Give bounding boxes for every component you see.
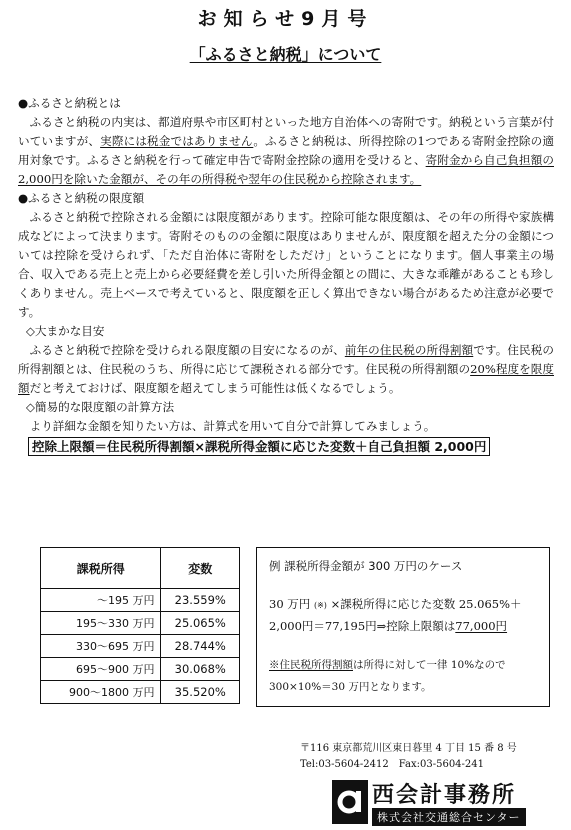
company-name: 株式会社交通総合センター [372, 808, 526, 826]
underlined-text: ※住民税所得割額 [269, 659, 353, 671]
example-result: 77,000円 [455, 619, 508, 633]
rate-cell: 35.520% [161, 681, 240, 704]
text-run: 300×10%＝30 万円となります。 [269, 681, 432, 693]
paragraph-limit: ふるさと納税で控除される金額には限度額があります。控除可能な限度額は、その年の所得や家族構成などによって決まります。寄附そのものの金額に限度はありませんが、限度額を超えた分の金額については控除を受けられず、「ただ自治体に寄附をしただけ」ということになります。個人事業主の場合、収入である売上と売上から必要経費を差し引いた所得金額との間に、大きな乖離があることも珍しくありません。売上ベースで考えていると、限度額を正しく算出できない場合があるため注意が必要です。 [18, 210, 554, 319]
table-header-row [41, 548, 240, 589]
table-row [41, 589, 240, 612]
formula-box: 控除上限額＝住民税所得割額×課税所得金額に応じた変数＋自己負担額 2,000円 [28, 437, 490, 456]
example-title: 例 課税所得金額が 300 万円のケース [269, 559, 463, 573]
footer-contact: Tel:03-5604-2412 Fax:03-5604-241 [300, 759, 485, 770]
footer-address: 〒116 東京都荒川区東日暮里 4 丁目 15 番 8 号 [300, 743, 517, 754]
rate-cell: 30.068% [161, 658, 240, 681]
note-mark: (※) [313, 601, 327, 610]
table-row [41, 612, 240, 635]
subtitle-text: 「ふるさと納税」について [189, 45, 382, 64]
income-cell: 330～695 万円 [41, 635, 161, 658]
office-name: 西会計事務所 [372, 783, 517, 808]
text-run: 。ふるさと納税は、所得控除の1つである寄附金控除の適用対象です。ふるさと納税を行って確定申告で寄附金控除の適用を受けると、 [18, 134, 554, 167]
column-header-rate: 変数 [161, 548, 240, 589]
paragraph-estimate [18, 341, 554, 398]
section-heading-about: ●ふるさと納税とは [18, 96, 121, 110]
underlined-text: 20%程度を限度額 [18, 362, 554, 395]
rate-table [40, 547, 240, 704]
table-row [41, 681, 240, 704]
underlined-text: 寄附金から自己負担額の2,000円を除いた金額が、その年の所得税や翌年の住民税から控除されます。 [18, 153, 554, 186]
footer-address-block [300, 741, 556, 773]
section-heading-calculation: ◇簡易的な限度額の計算方法 [26, 400, 175, 414]
text-run: ×課税所得に応じた変数 25.065%＋2,000円＝77,195円⇒控除上限額は [269, 597, 522, 633]
page-subtitle [0, 42, 571, 65]
income-cell: ～195 万円 [41, 589, 161, 612]
example-box [256, 547, 550, 707]
section-heading-estimate: ◇大まかな目安 [26, 324, 105, 338]
example-note [269, 654, 545, 698]
income-cell: 900～1800 万円 [41, 681, 161, 704]
rate-cell: 28.744% [161, 635, 240, 658]
underlined-text: 前年の住民税の所得割額 [344, 343, 474, 357]
text-run: ふるさと納税の内実は、都道府県や市区町村といった地方自治体への寄附です。納税という言葉が付いていますが、 [18, 115, 554, 148]
page-title: お知らせ9月号 [197, 8, 374, 30]
paragraph-calculation: より詳細な金額を知りたい方は、計算式を用いて自分で計算してみましょう。 [29, 419, 436, 433]
income-cell: 695～900 万円 [41, 658, 161, 681]
text-run: 30 万円 [269, 597, 311, 611]
income-cell: 195～330 万円 [41, 612, 161, 635]
formula-container [18, 437, 554, 457]
column-header-income: 課税所得 [41, 548, 161, 589]
underlined-text: 実際には税金ではありません [100, 134, 254, 148]
paragraph-about [18, 113, 554, 189]
table-row [41, 635, 240, 658]
table-row [41, 658, 240, 681]
example-calculation [269, 594, 541, 636]
text-run: です。住民税の所得割額とは、住民税のうち、所得に応じて課税される部分です。住民税の所得割額の [18, 343, 554, 376]
text-run: だと考えておけば、限度額を超えてしまう可能性は低くなるでしょう。 [29, 381, 401, 395]
text-run: は所得に対して一律 10%なので [353, 659, 506, 671]
office-logo [332, 780, 562, 824]
article-body [18, 94, 554, 457]
rate-cell: 25.065% [161, 612, 240, 635]
section-heading-limit: ●ふるさと納税の限度額 [18, 191, 145, 205]
text-run: ふるさと納税で控除を受けられる限度額の目安になるのが、 [29, 343, 345, 357]
logo-a-icon [332, 780, 368, 824]
rate-cell: 23.559% [161, 589, 240, 612]
